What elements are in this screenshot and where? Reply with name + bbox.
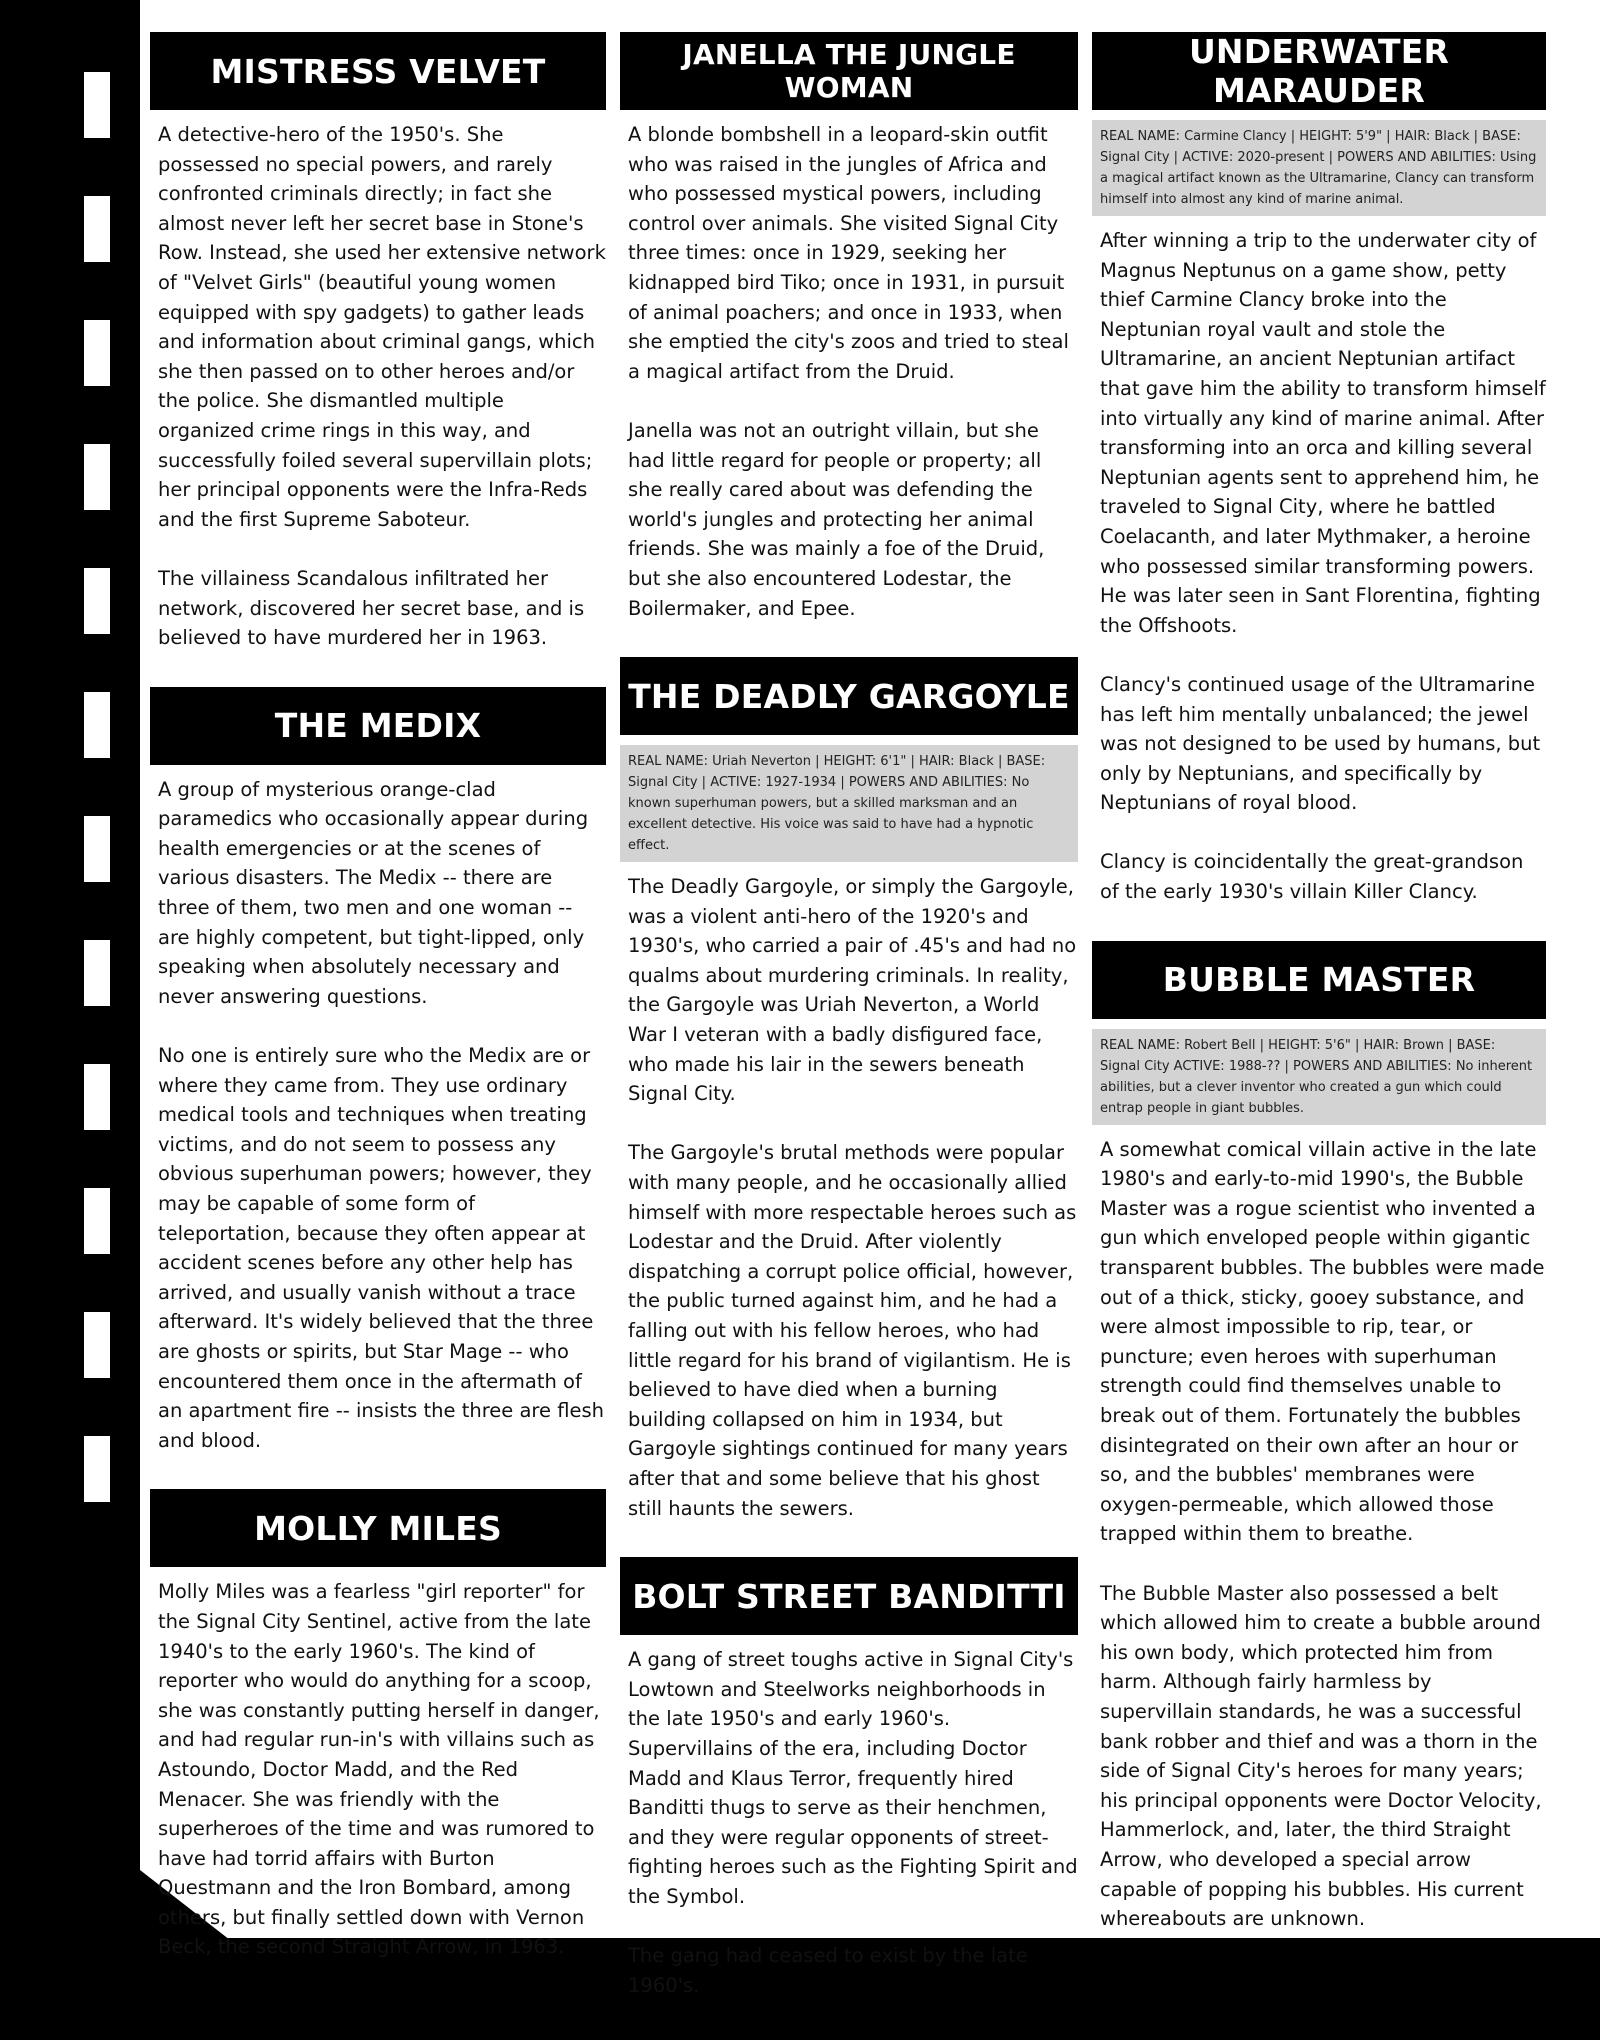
entry-paragraph: Molly Miles was a fearless "girl reporter" for the Signal City Sentinel, active from the late 1940's to the early 1960's. The kind of reporter who would do anything for a scoop, she was constantly putting herself in danger, and had regular run-in's with villains such as Astoundo, Doctor Madd, and the Red Menacer. She was friendly with the superheroes of the time and was rumored to have had torrid affairs with Burton Questmann and the Iron Bombard, among others, but finally settled down with Vernon Beck, the second Straight Arrow, in 1963. — [158, 1580, 600, 1959]
film-hole — [84, 444, 110, 510]
film-hole — [84, 568, 110, 634]
entry-paragraph: A somewhat comical villain active in the late 1980's and early-to-mid 1990's, the Bubble Master was a rogue scientist who invented a gun which enveloped people within gigantic transparent bubbles. The bubbles were made out of a thick, sticky, gooey substance, and were almost impossible to rip, tear, or puncture; even heroes with superhuman strength could find themselves unable to break out of them. Fortunately the bubbles disintegrated on their own after an hour or so, and the bubbles' membranes were oxygen-permeable, which allowed those trapped within them to breathe. — [1100, 1137, 1545, 1546]
entry-paragraph: The Gargoyle's brutal methods were popular with many people, and he occasionally allied himself with more respectable heroes such as Lodestar and the Druid. After violently dispatching a corrupt police official, however, the public turned against him, and he had a falling out with his fellow heroes, who had little regard for his brand of vigilantism. He is believed to have died when a burning building collapsed on him in 1934, but Gargoyle sightings continued for many years after that and some believe that his ghost still haunts the sewers. — [628, 1141, 1077, 1520]
entry-title: MISTRESS VELVET — [150, 32, 606, 110]
filmstrip-border — [0, 0, 140, 2040]
film-hole — [84, 940, 110, 1006]
entry-paragraph: The Deadly Gargoyle, or simply the Gargoyle, was a violent anti-hero of the 1920's and 1930's, who carried a pair of .45's and had no qualms about murdering criminals. In reality, the Gargoyle was Uriah Neverton, a World War I veteran with a badly disfigured face, who made his lair in the sewers beneath Signal City. — [628, 875, 1077, 1106]
entry — [620, 657, 1078, 1523]
film-hole — [84, 72, 110, 138]
entry-paragraph: No one is entirely sure who the Medix are or where they came from. They use ordinary medical tools and techniques when treating victims, and do not seem to possess any obvious superhuman powers; however, they may be capable of some form of teleportation, because they often appear at accident scenes before any other help has arrived, and usually vanish without a trace afterward. It's widely believed that the three are ghosts or spirits, but Star Mage -- who encountered them once in the aftermath of an apartment fire -- insists the three are flesh and blood. — [158, 1044, 605, 1452]
entry-title: JANELLA THE JUNGLE WOMAN — [620, 32, 1078, 110]
film-hole — [84, 1188, 110, 1254]
entry-paragraph: The villainess Scandalous infiltrated her network, discovered her secret base, and is believed to have murdered her in 1963. — [158, 566, 585, 650]
entry-paragraph: Janella was not an outright villain, but she had little regard for people or property; all she really cared about was defending the world's jungles and protecting her animal friends. She was mainly a foe of the Druid, but she also encountered Lodestar, the Boilermaker, and Epee. — [628, 418, 1045, 620]
entry-title: THE DEADLY GARGOYLE — [620, 657, 1078, 735]
entry-title: UNDERWATER MARAUDER — [1092, 32, 1546, 110]
entry-paragraph: Clancy is coincidentally the great-grandson of the early 1930's villain Killer Clancy. — [1100, 850, 1524, 904]
column-left — [150, 32, 606, 1996]
stat-box: REAL NAME: Carmine Clancy | HEIGHT: 5'9" | HAIR: Black | BASE: Signal City | ACTIVE: 2020-present | POWERS AND ABILITIES: Using a magical artifact known as the Ultramarine, Clancy can transform himself into almost any kind of marine animal. — [1092, 120, 1546, 216]
film-hole — [84, 320, 110, 386]
film-hole — [84, 692, 110, 758]
entry-paragraph: A group of mysterious orange-clad paramedics who occasionally appear during health emergencies or at the scenes of various disasters. The Medix -- there are three of them, two men and one woman -- are highly competent, but tight-lipped, only speaking when absolutely necessary and never answering questions. — [158, 777, 589, 1008]
entry — [150, 32, 606, 653]
film-hole — [84, 1312, 110, 1378]
stat-box: REAL NAME: Uriah Neverton | HEIGHT: 6'1" | HAIR: Black | BASE: Signal City | ACTIVE: 1927-1934 | POWERS AND ABILITIES: No known superhuman powers, but a skilled marksman and an excellent detective. His voice was said to have had a hypnotic effect. — [620, 745, 1078, 862]
entry-paragraph: After winning a trip to the underwater city of Magnus Neptunus on a game show, petty thief Carmine Clancy broke into the Neptunian royal vault and stole the Ultramarine, an ancient Neptunian artifact that gave him the ability to transform himself into virtually any kind of marine animal. After transforming into an orca and killing several Neptunian agents sent to apprehend him, he traveled to Signal City, where he battled Coelacanth, and later Mythmaker, a heroine who possessed similar transforming powers. He was later seen in Sant Florentina, fighting the Offshoots. — [1100, 229, 1546, 637]
entry — [150, 687, 606, 1456]
film-hole — [84, 816, 110, 882]
entry-paragraph: The Bubble Master also possessed a belt which allowed him to create a bubble around his own body, which protected him from harm. Although fairly harmless by supervillain standards, he was a successful bank robber and thief and was a thorn in the side of Signal City's heroes for many years; his principal opponents were Doctor Velocity, Hammerlock, and, later, the third Straight Arrow, who developed a special arrow capable of popping his bubbles. His current whereabouts are unknown. — [1100, 1581, 1542, 1931]
entry — [150, 1489, 606, 1962]
column-right — [1092, 32, 1546, 1968]
film-hole — [84, 1436, 110, 1502]
entry — [620, 32, 1078, 623]
entry-paragraph: The gang had ceased to exist by the late 1960's. — [628, 1944, 1028, 1997]
entry-title: THE MEDIX — [150, 687, 606, 765]
entry — [620, 1557, 1078, 2000]
entry-title: BUBBLE MASTER — [1092, 941, 1546, 1019]
entry — [1092, 941, 1546, 1934]
entry-title: MOLLY MILES — [150, 1489, 606, 1567]
entry-paragraph: Clancy's continued usage of the Ultramarine has left him mentally unbalanced; the jewel was not designed to be used by humans, but only by Neptunians, and specifically by Neptunians of royal blood. — [1100, 672, 1541, 815]
column-middle — [620, 32, 1078, 2034]
entry-paragraph: A blonde bombshell in a leopard-skin outfit who was raised in the jungles of Africa and who possessed mystical powers, including control over animals. She visited Signal City three times: once in 1929, seeking her kidnapped bird Tiko; once in 1931, in pursuit of animal poachers; and once in 1933, when she emptied the city's zoos and tried to steal a magical artifact from the Druid. — [628, 123, 1069, 383]
entry — [1092, 32, 1546, 907]
film-hole — [84, 1064, 110, 1130]
entry-title: BOLT STREET BANDITTI — [620, 1557, 1078, 1635]
entry-paragraph: A gang of street toughs active in Signal City's Lowtown and Steelworks neighborhoods in the late 1950's and early 1960's. Supervillains of the era, including Doctor Madd and Klaus Terror, frequently hired Banditti thugs to serve as their henchmen, and they were regular opponents of street-fighting heroes such as the Fighting Spirit and the Symbol. — [628, 1648, 1078, 1908]
stat-box: REAL NAME: Robert Bell | HEIGHT: 5'6" | HAIR: Brown | BASE: Signal City ACTIVE: 1988-?? | POWERS AND ABILITIES: No inherent abilities, but a clever inventor who created a gun which could entrap people in giant bubbles. — [1092, 1029, 1546, 1125]
entry-paragraph: A detective-hero of the 1950's. She possessed no special powers, and rarely confronted criminals directly; in fact she almost never left her secret base in Stone's Row. Instead, she used her extensive network of "Velvet Girls" (beautiful young women equipped with spy gadgets) to gather leads and information about criminal gangs, which she then passed on to other heroes and/or the police. She dismantled multiple organized crime rings in this way, and successfully foiled several supervillain plots; her principal opponents were the Infra-Reds and the first Supreme Saboteur. — [158, 123, 606, 531]
film-hole — [84, 196, 110, 262]
